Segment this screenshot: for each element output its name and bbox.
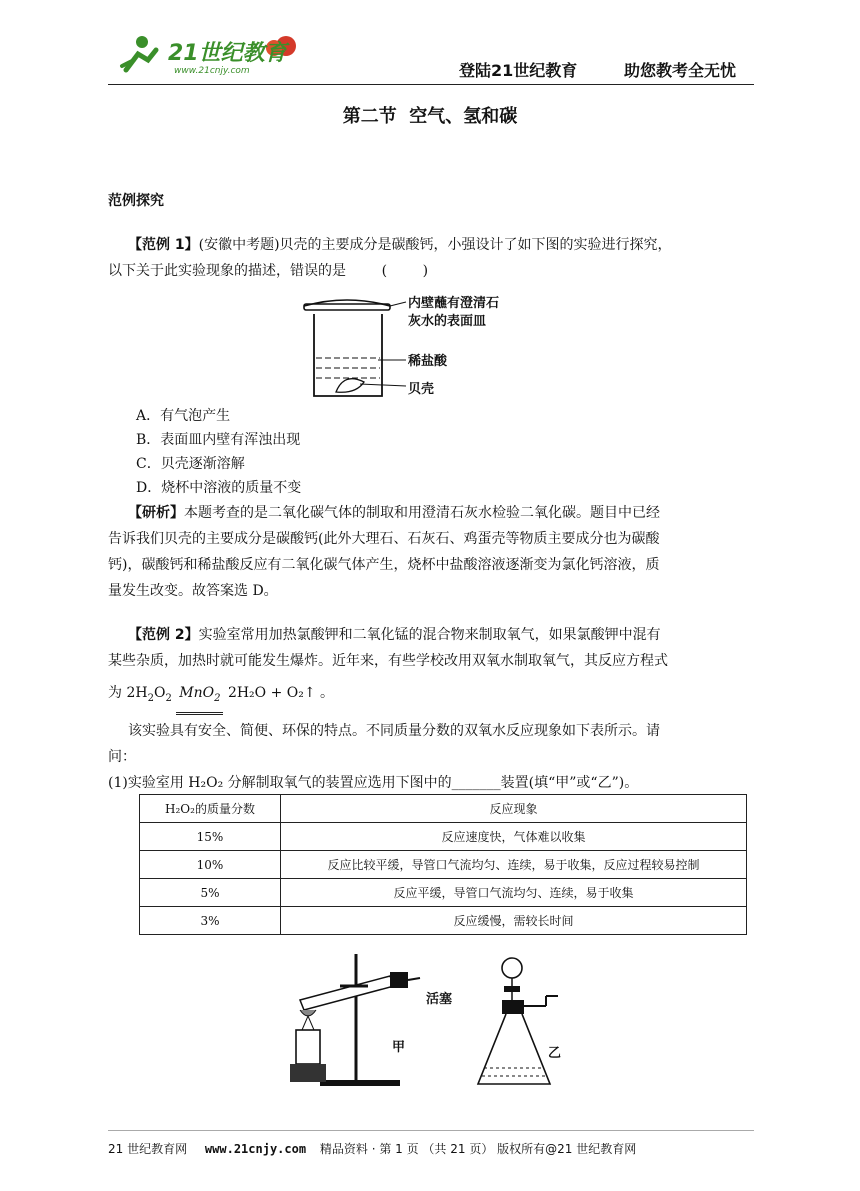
table-cell: 15% xyxy=(140,823,281,851)
example1-stem-line2: 以下关于此实验现象的描述，错误的是 ( ) xyxy=(108,263,429,279)
figure-label-dish-2: 灰水的表面皿 xyxy=(408,314,487,329)
option-a: A．有气泡产生 xyxy=(136,408,231,424)
footer-site: 21 世纪教育网 xyxy=(108,1142,188,1156)
flask-apparatus-icon xyxy=(454,950,604,1090)
apparatus-yi xyxy=(426,950,604,1090)
paragraph-line1: 该实验具有安全、简便、环保的特点。不同质量分数的双氧水反应现象如下表所示。请 xyxy=(128,723,660,739)
table-cell: 3% xyxy=(140,907,281,935)
equation-catalyst: MnO xyxy=(179,685,215,701)
option-c: C．贝壳逐渐溶解 xyxy=(136,456,245,472)
header-slogan-right: 助您教考全无忧 xyxy=(624,61,737,80)
label-yi: 乙 xyxy=(548,1046,562,1061)
footer-info: 精品资料 · 第 1 页 （共 21 页） 版权所有@21 世纪教育网 xyxy=(319,1142,637,1156)
figure-label-shell: 贝壳 xyxy=(408,382,435,397)
example2-tag: 【范例 2】 xyxy=(128,627,199,643)
figure-label-acid: 稀盐酸 xyxy=(408,354,448,369)
example2-paragraph xyxy=(108,718,758,770)
example1-analysis xyxy=(108,500,758,604)
example2-line2: 某些杂质，加热时就可能发生爆炸。近年来，有些学校改用双氧水制取氧气，其反应方程式 xyxy=(108,653,668,669)
section-heading: 范例探究 xyxy=(108,193,164,209)
example2-line1: 实验室常用加热氯酸钾和二氧化锰的混合物来制取氧气，如果氯酸钾中混有 xyxy=(198,627,661,643)
page-title: 第二节 空气、氢和碳 xyxy=(342,106,518,127)
reaction-table xyxy=(139,794,747,935)
table-cell: 5% xyxy=(140,879,281,907)
table-row xyxy=(140,907,747,935)
label-valve: 活塞 xyxy=(426,992,453,1007)
paragraph-line2: 问： xyxy=(108,749,136,765)
question-1: (1)实验室用 H₂O₂ 分解制取氧气的装置应选用下图中的_______装置(填“甲”或“乙”)。 xyxy=(108,775,639,791)
footer-url[interactable]: www.21cnjy.com xyxy=(204,1142,307,1156)
label-jia: 甲 xyxy=(392,1040,406,1055)
example1-options xyxy=(136,404,301,500)
table-header-cell: H₂O₂的质量分数 xyxy=(140,795,281,823)
site-logo[interactable] xyxy=(108,30,308,82)
figure-label-dish-1: 内壁蘸有澄清石 xyxy=(408,296,500,311)
table-cell: 反应平缓，导管口气流均匀、连续，易于收集 xyxy=(281,879,747,907)
table-cell: 反应缓慢，需较长时间 xyxy=(281,907,747,935)
apparatus-jia xyxy=(280,950,440,1090)
example1-stem-line1: (安徽中考题)贝壳的主要成分是碳酸钙，小强设计了如下图的实验进行探究， xyxy=(198,237,672,253)
option-b: B．表面皿内壁有浑浊出现 xyxy=(136,432,301,448)
example1-stem xyxy=(108,232,758,284)
header-rule xyxy=(108,84,754,85)
logo-main-text: 21世纪教育 xyxy=(168,41,287,66)
table-row xyxy=(140,879,747,907)
analysis-line3: 钙)，碳酸钙和稀盐酸反应有二氧化碳气体产生，烧杯中盐酸溶液逐渐变为氯化钙溶液，质 xyxy=(108,557,660,573)
equation-prefix: 为 2H xyxy=(108,685,148,701)
table-header-cell: 反应现象 xyxy=(281,795,747,823)
table-row xyxy=(140,851,747,879)
table-header-row xyxy=(140,795,747,823)
beaker-figure xyxy=(300,292,560,404)
analysis-line2: 告诉我们贝壳的主要成分是碳酸钙(此外大理石、石灰石、鸡蛋壳等物质主要成分也为碳酸 xyxy=(108,531,660,547)
option-d: D．烧杯中溶液的质量不变 xyxy=(136,480,302,496)
footer xyxy=(108,1140,636,1157)
example1-tag: 【范例 1】 xyxy=(128,237,199,253)
table-row xyxy=(140,823,747,851)
logo-url-text: www.21cnjy.com xyxy=(174,66,250,76)
heating-apparatus-icon xyxy=(280,950,440,1090)
reaction-equation: 为 $2H_2O_2$ MnO$_2$ 2H₂O + O₂↑ 。 xyxy=(108,680,334,715)
table-cell: 反应比较平缓，导管口气流均匀、连续，易于收集，反应过程较易控制 xyxy=(281,851,747,879)
equation-products: 2H₂O + O₂↑ 。 xyxy=(227,685,335,701)
footer-rule xyxy=(108,1130,754,1131)
analysis-line4: 量发生改变。故答案选 D。 xyxy=(108,583,278,599)
table-cell: 10% xyxy=(140,851,281,879)
analysis-line1: 本题考查的是二氧化碳气体的制取和用澄清石灰水检验二氧化碳。题目中已经 xyxy=(184,505,660,521)
table-cell: 反应速度快，气体难以收集 xyxy=(281,823,747,851)
example2-intro xyxy=(108,622,758,674)
analysis-tag: 【研析】 xyxy=(128,505,184,521)
header-slogan-left: 登陆21世纪教育 xyxy=(459,61,578,80)
